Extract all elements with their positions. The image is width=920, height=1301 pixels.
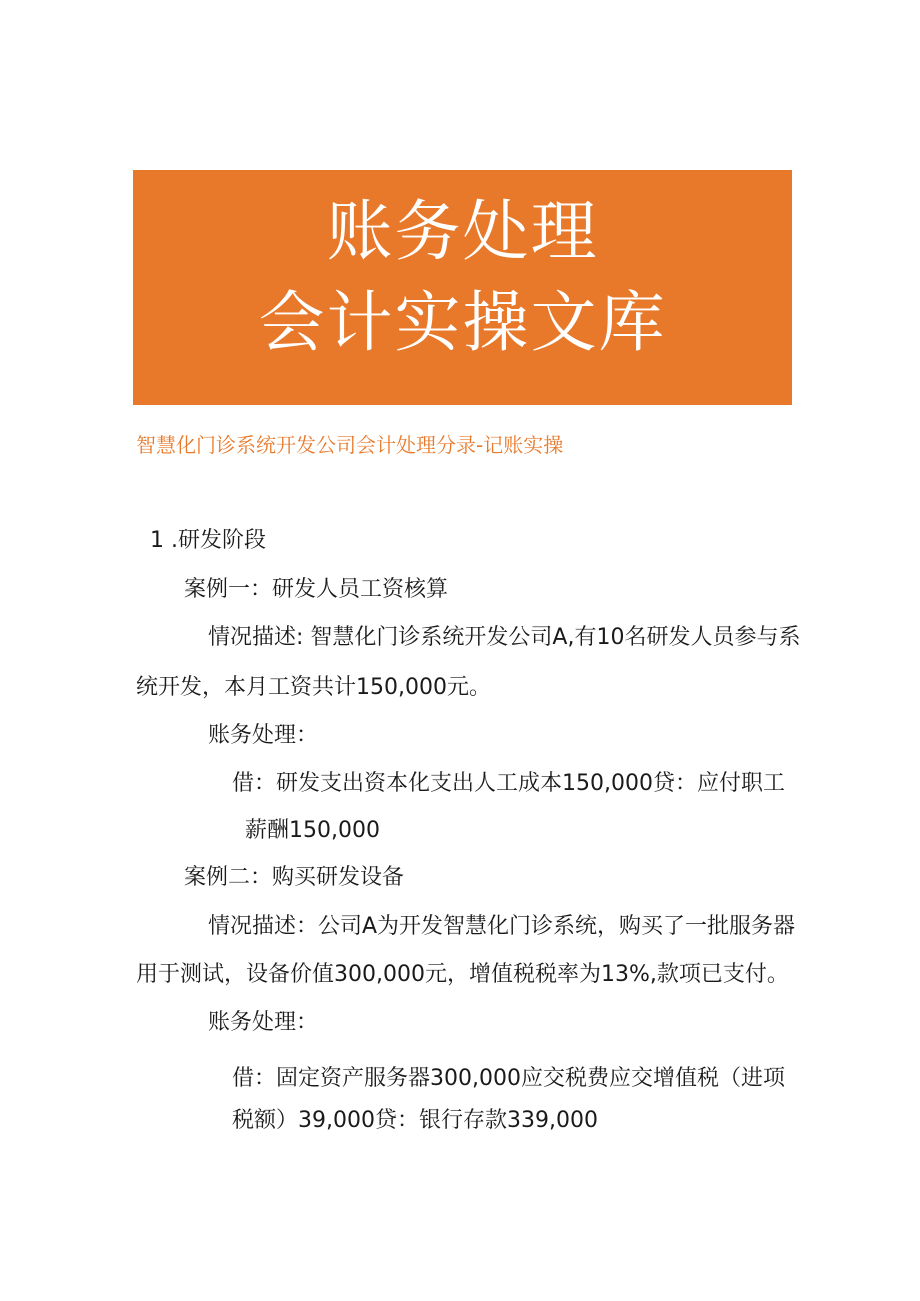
case1-entry-line1: 借：研发支出资本化支出人工成本150,000贷：应付职工 — [232, 771, 785, 796]
case1-accounting-label: 账务处理： — [208, 723, 319, 748]
case1-description-line2: 统开发，本月工资共计150,000元。 — [136, 675, 491, 700]
case1-description-line1: 情况描述: 智慧化门诊系统开发公司A,有10名研发人员参与系 — [208, 625, 801, 650]
document-subtitle: 智慧化门诊系统开发公司会计处理分录-记账实操 — [136, 433, 564, 457]
case2-description-line2: 用于测试，设备价值300,000元，增值税税率为13%,款项已支付。 — [136, 962, 789, 987]
section-heading: 1 .研发阶段 — [150, 528, 266, 553]
case2-entry-line2: 税额）39,000贷：银行存款339,000 — [232, 1108, 598, 1133]
case1-title: 案例一：研发人员工资核算 — [184, 577, 449, 602]
case1-entry-line2: 薪酬150,000 — [245, 818, 380, 843]
case2-entry-line1: 借：固定资产服务器300,000应交税费应交增值税（进项 — [232, 1066, 785, 1091]
case2-description-line1: 情况描述：公司A为开发智慧化门诊系统，购买了一批服务器 — [208, 914, 796, 939]
case2-accounting-label: 账务处理： — [208, 1010, 319, 1035]
case2-title: 案例二：购买研发设备 — [184, 865, 405, 890]
banner-title-line1: 账务处理 — [326, 193, 599, 270]
banner-title-line2: 会计实操文库 — [258, 284, 667, 361]
title-banner — [133, 170, 792, 405]
